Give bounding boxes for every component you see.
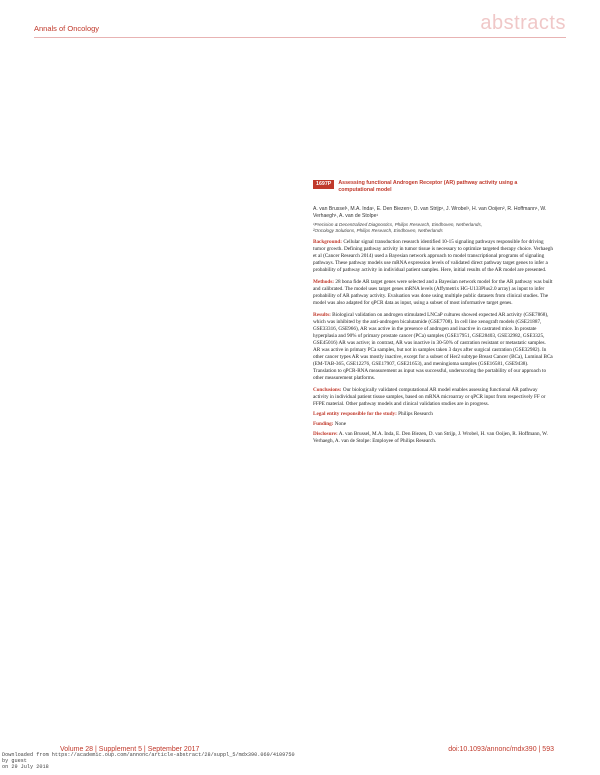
issue-info: Volume 28 | Supplement 5 | September 2017 — [60, 746, 200, 753]
disclosure-text: A. van Brussel, M.A. Inda, E. Den Biezen, D. van Strijp, J. Wrobel, H. van Ooijen, R. Hoffmann, W. Verhaegh, A. van de Stolpe: Employee of Philips Research. — [313, 431, 548, 445]
funding-label: Funding: — [313, 421, 334, 428]
disclosure — [313, 431, 553, 445]
methods-label: Methods: — [313, 279, 335, 286]
results-text: Biological validation on androgen stimulated LNCaP cultures showed expected AR activity (GSE7868), which was inhibited by the anti-androgen bicalutamide (GSE7708). In cell line xenograft models (GSE21887, GSE33316, GSE966), AR was active in the presence of androgen and inactive in castrated mice. In prostate hyperplasia and 90% of primary prostate cancer (PCa) samples (GSE17951, GSE28403, GSE32982, GSE3325, GSE45016) AR was active; in contrast, AR was inactive in 30-50% of castration resistant or metastatic samples. AR was active in primary PCa samples, but not in samples taken 3 days after surgical castration (GSE32982). In other cancer types AR was mostly inactive, except for a subset of Her2 subtype Breast Cancer (BCa), Luminal BCa (EM-TAB-365, GSE12276, GSE17907, GSE21653), and meningioma samples (GSE16581, GSE9438). Translation to qPCR-RNA measurement as input was successful, underscoring the portability of our approach to other measurement platforms. — [313, 312, 553, 382]
conclusions-section — [313, 387, 553, 408]
author-list: A. van Brussel¹, M.A. Inda¹, E. Den Biezen¹, D. van Strijp¹, J. Wrobel¹, H. van Ooijen², R. Hoffmann¹, W. Verhaegh¹, A. van de Stolpe¹ — [313, 206, 547, 219]
affiliation-2: ²Oncology Solutions, Philips Research, Eindhoven, Netherlands — [313, 228, 443, 234]
legal-label: Legal entity responsible for the study: — [313, 411, 397, 418]
methods-section — [313, 279, 553, 307]
download-watermark: Downloaded from https://academic.oup.com/annonc/article-abstract/28/suppl_5/mdx390.069/4109750 by guest on 29 July 2018 — [2, 752, 295, 770]
background-section — [313, 239, 553, 274]
section-title: abstracts — [480, 12, 566, 34]
affiliation-1: ¹Precision & Decentralized Diagnostics, Philips Research, Eindhoven, Netherlands, — [313, 222, 483, 227]
conclusions-text: Our biologically validated computational AR model enables assessing functional AR pathway activity in individual patient tissue samples, based on mRNA microarray or qPCR input from respectively FF or FFPE material. Other pathway models and clinical validation studies are in progress. — [313, 387, 546, 408]
funding-text: None — [334, 421, 347, 428]
results-label: Results: — [313, 312, 331, 319]
abstract-title-bar — [313, 180, 553, 194]
abstract-id-badge: 1697P — [313, 180, 334, 189]
legal-entity — [313, 411, 553, 418]
affiliations — [313, 222, 553, 234]
legal-text: Philips Research — [398, 411, 433, 418]
background-text: Cellular signal transduction research identified 10-15 signaling pathways responsible for driving tumor growth. Defining pathway activity in tumor tissue is necessary to optimize targeted therapy choice. Verhaegh et al (Cancer Research 2014) used a Bayesian network approach to model transcriptional programs of signaling pathways. These pathway models use mRNA expression levels of validated direct pathway target genes to infer a probability of pathway activity in individual patient samples. Here, initial results of the AR model are presented. — [313, 239, 553, 274]
background-label: Background: — [313, 239, 343, 246]
conclusions-label: Conclusions: — [313, 387, 342, 394]
abstract-article — [313, 180, 553, 445]
funding — [313, 421, 553, 428]
header-divider — [34, 37, 566, 38]
journal-name: Annals of Oncology — [34, 24, 100, 33]
methods-text: 28 bona fide AR target genes were selected and a Bayesian network model for the AR pathway was built and calibrated. The model uses target genes mRNA levels (Affymetrix HG-U133Plus2.0 array) as input to infer probability of AR pathway activity. Evaluation was done using multiple public datasets from clinical studies. The model was also adapted for qPCR data as input, using a subset of most informative target genes. — [313, 279, 553, 307]
abstract-title: Assessing functional Androgen Receptor (AR) pathway activity using a computational model — [338, 180, 518, 193]
results-section — [313, 312, 553, 382]
disclosure-label: Disclosure: — [313, 431, 338, 438]
doi-page: doi:10.1093/annonc/mdx390 | 593 — [448, 746, 554, 753]
